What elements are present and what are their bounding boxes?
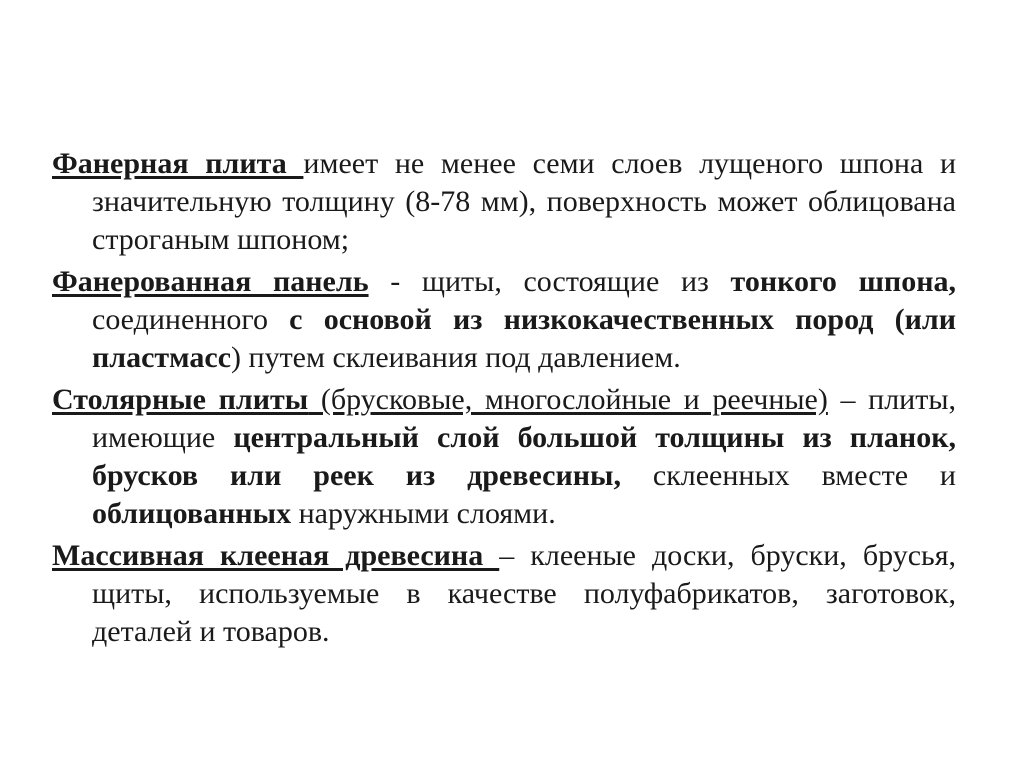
- paragraph-joinery-boards: [52, 381, 956, 533]
- definition-text: наружными слоями.: [291, 497, 556, 530]
- term-plywood-board: Фанерная плита: [52, 147, 304, 180]
- paragraph-glued-solid-wood: [52, 537, 956, 651]
- definition-underlined-text: (брусковые, многослойные и реечные): [308, 383, 828, 416]
- term-veneered-panel: Фанерованная панель: [52, 265, 369, 298]
- slide-content: [52, 145, 956, 655]
- term-joinery-boards: Столярные плиты: [52, 383, 309, 416]
- definition-text: имеет не менее семи слоев лущеного шпона и значительную толщину (8-78 мм), поверхность может облицована строганым шпоном;: [92, 147, 956, 256]
- definition-text: – плиты, имеющие: [92, 383, 956, 454]
- term-glued-solid-wood: Массивная клееная древесина: [52, 539, 500, 572]
- paragraph-plywood-board: [52, 145, 956, 259]
- definition-text: - щиты, состоящие из: [368, 265, 731, 298]
- definition-bold-text: с основой из низкокачественных пород (или пластмасс: [92, 303, 956, 374]
- definition-bold-text: центральный слой большой толщины из планок, брусков или реек из древесины,: [92, 421, 956, 492]
- definition-bold-text: тонкого шпона,: [730, 265, 956, 298]
- definition-text: соединенного: [92, 303, 290, 336]
- paragraph-veneered-panel: [52, 263, 956, 377]
- definition-text: ) путем склеивания под давлением.: [231, 341, 681, 374]
- definition-text: склеенных вместе и: [620, 459, 956, 492]
- definition-text: – клееные доски, бруски, брусья, щиты, используемые в качестве полуфабрикатов, заготовок, деталей и товаров.: [92, 539, 957, 648]
- definition-bold-text: облицованных: [92, 497, 292, 530]
